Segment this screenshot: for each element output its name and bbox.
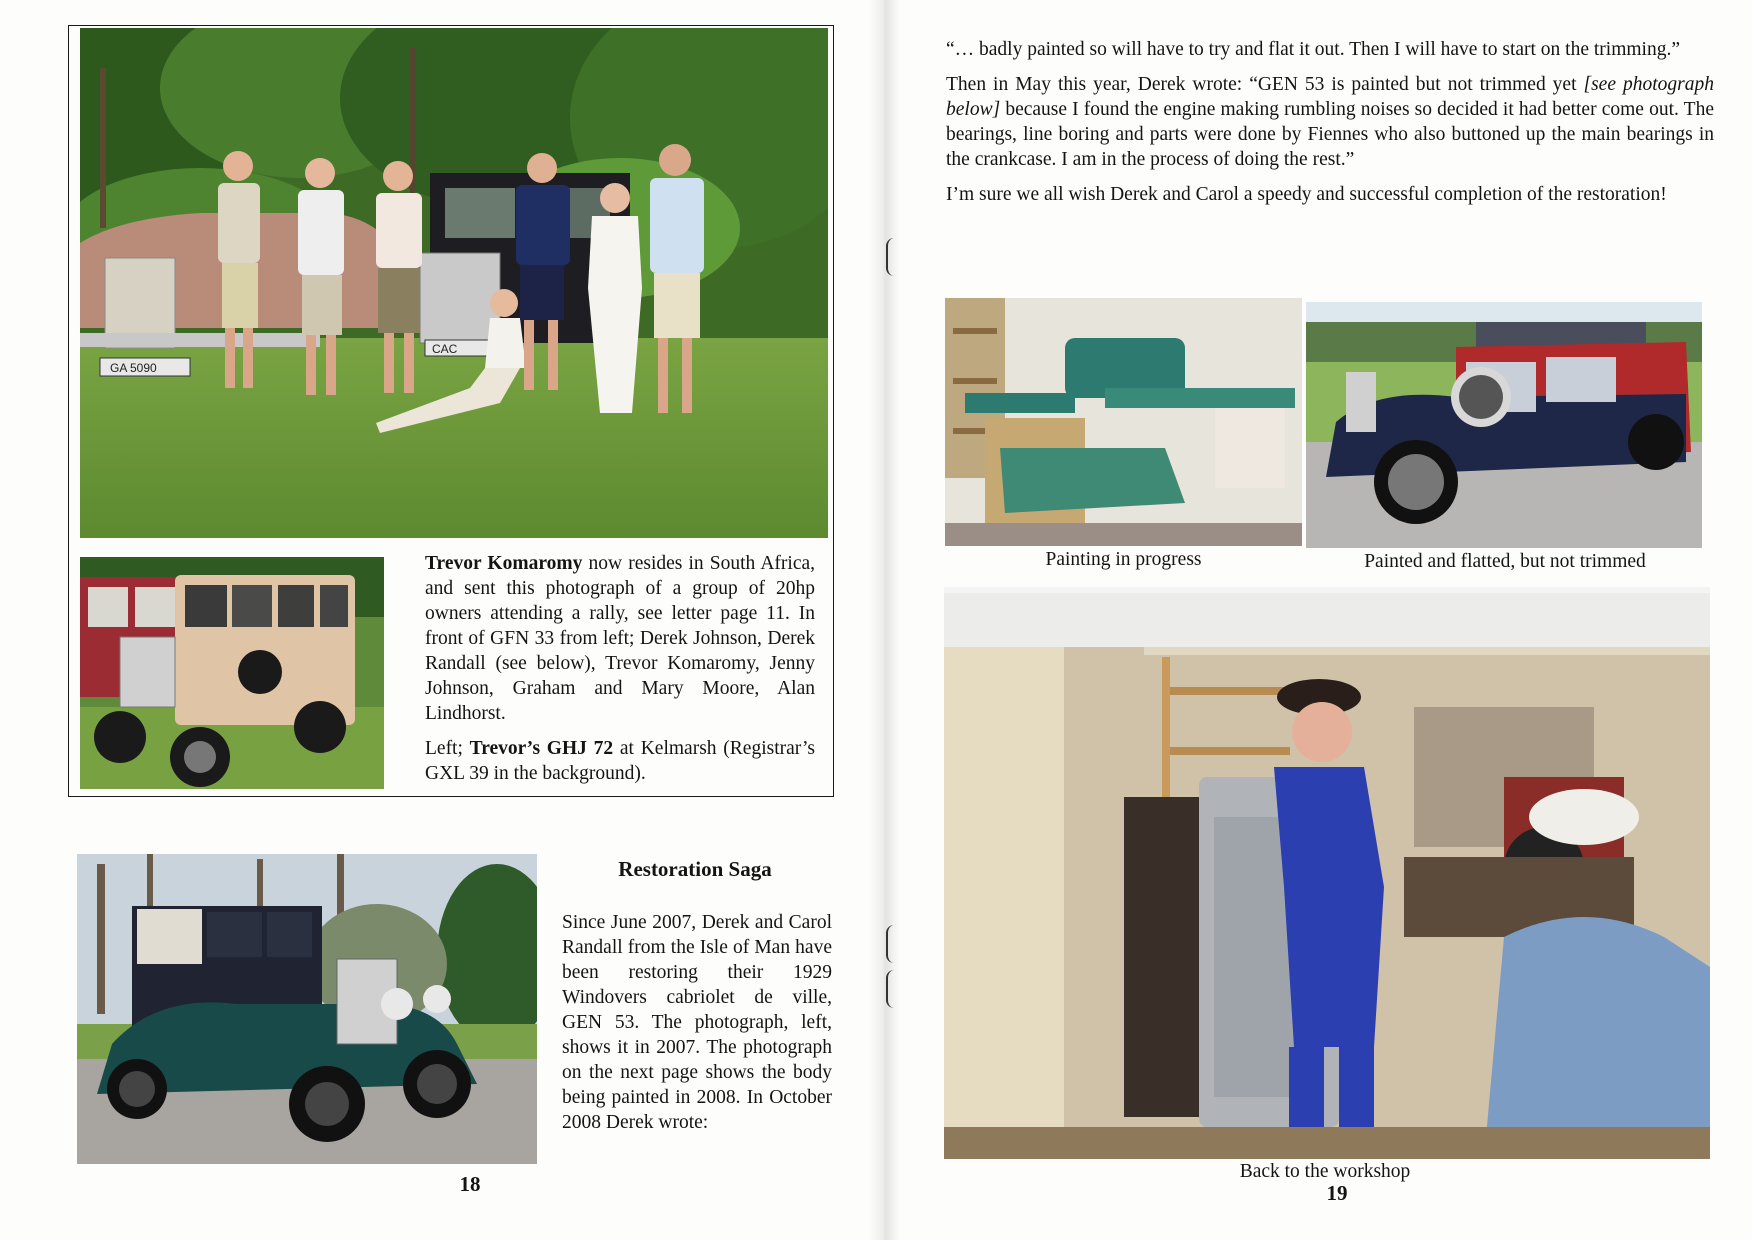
painting-scene: [945, 298, 1302, 546]
may-text-after: because I found the engine making rumbling noises so decided it had better come out. The bearings, line boring and parts were done by Fiennes who also buttoned up the main bearings in the crankcase. I am in the process of doing the rest.”: [946, 99, 1714, 170]
gen53-2007-scene: [77, 854, 537, 1164]
ghj72-scene: [80, 557, 384, 789]
may-paragraph: [946, 72, 1714, 172]
caption-workshop: Back to the workshop: [1239, 1161, 1411, 1182]
lawn: [80, 338, 828, 538]
ghj72-photo: [80, 557, 384, 789]
workshop-scene: [944, 587, 1710, 1159]
car-door-panel: [1000, 448, 1185, 513]
page-gutter: [868, 0, 900, 1240]
may-text-italic: [see photograph below]: [946, 74, 1714, 120]
painted-car-scene: [1306, 302, 1702, 548]
right-page-text: [946, 37, 1714, 217]
page-number-left: 18: [459, 1172, 481, 1196]
caption-painting: Painting in progress: [1045, 549, 1202, 570]
ghj72-caption-suffix: at Kelmarsh (Registrar’s GXL 39 in the background).: [425, 738, 815, 784]
rally-text: now resides in South Africa, and sent this photograph of a group of 20hp owners attending a rally, see letter page 11. In front of GFN 33 from left; Derek Johnson, Derek Randall (see below), Trevor Komaromy, Jenny Johnson, Graham and Mary Moore, Alan Lindhorst.: [425, 553, 815, 724]
front-car-plate: GA 5090: [110, 361, 157, 375]
page-number-right: 19: [1326, 1181, 1348, 1205]
rally-group-photo: [80, 28, 828, 538]
rally-paragraph: [425, 551, 815, 796]
gen53-2007-photo: [77, 854, 537, 1164]
middle-car-plate: CAC: [432, 342, 458, 356]
closing-paragraph: I’m sure we all wish Derek and Carol a speedy and successful completion of the restoration!: [946, 184, 1667, 205]
trevor-name: Trevor Komaromy: [425, 553, 583, 574]
restoration-paragraph: Since June 2007, Derek and Carol Randall from the Isle of Man have been restoring their 1929 Windovers cabriolet de ville, GEN 53. The photograph, left, shows it in 2007. The photograph on the next page shows the body being painted in 2008. In October 2008 Derek wrote:: [562, 912, 832, 1133]
painted-car-photo: [1306, 302, 1702, 548]
may-text-before: Then in May this year, Derek wrote: “GEN 53 is painted but not trimmed yet: [946, 74, 1584, 95]
ghj72-caption-bold: Trevor’s GHJ 72: [469, 738, 614, 759]
ghj72-caption-prefix: Left;: [425, 738, 470, 759]
caption-painted: Painted and flatted, but not trimmed: [1364, 551, 1646, 572]
section-heading: Restoration Saga: [618, 857, 772, 881]
binding-stitch: [886, 238, 894, 276]
rally-group-scene: [80, 28, 828, 538]
painting-photo: [945, 298, 1302, 546]
workshop-photo: [944, 587, 1710, 1159]
binding-stitch: [886, 970, 894, 1008]
quote-paragraph: “… badly painted so will have to try and flat it out. Then I will have to start on the trimming.”: [946, 39, 1680, 60]
binding-stitch: [886, 925, 894, 963]
